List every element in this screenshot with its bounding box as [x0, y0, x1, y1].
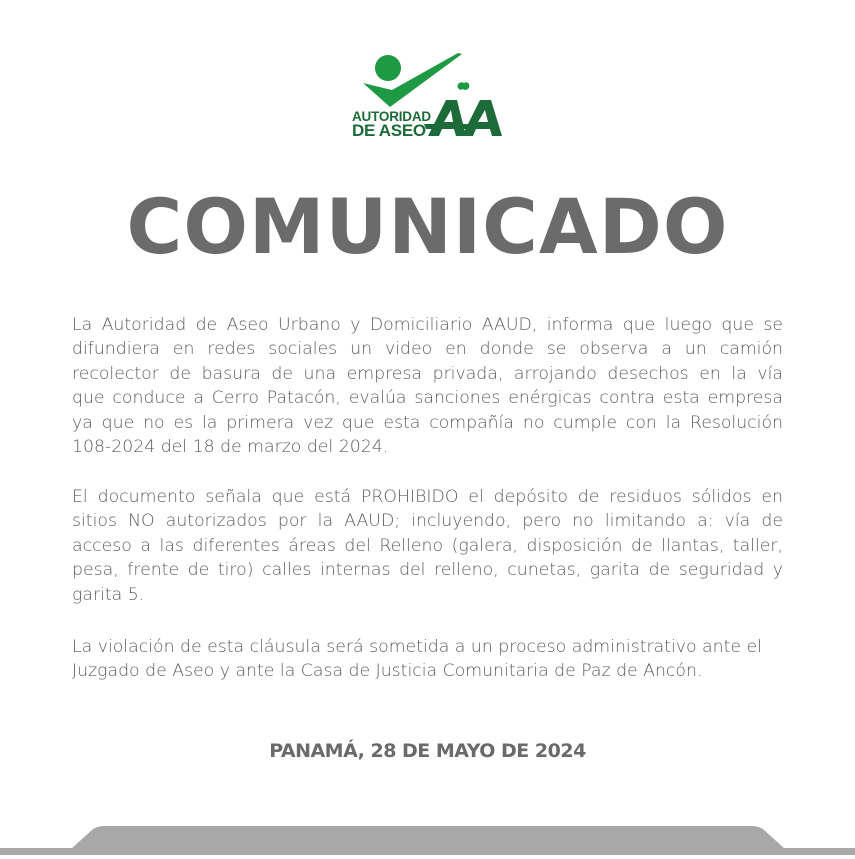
logo-text-autoridad: AUTORIDAD [352, 109, 431, 124]
paragraph-line: El documento señala que está PROHIBIDO el depósito de residuos sólidos en [72, 487, 783, 507]
aaud-logo [340, 40, 520, 150]
paragraph-line: garita 5. [72, 584, 145, 605]
paragraph-line: 108-2024 del 18 de marzo del 2024. [72, 436, 389, 457]
paragraph-line: difundiera en redes sociales un video en donde se observa a un camión [72, 339, 783, 360]
paragraph-line: acceso a las diferentes áreas del Relleno (galera, disposición de llantas, taller, [72, 535, 783, 556]
paragraph-line: recolector de basura de una empresa privada, arrojando desechos en la vía [72, 363, 783, 384]
paragraph-line: Juzgado de Aseo y ante la Casa de Justicia Comunitaria de Paz de Ancón. [72, 661, 703, 682]
paragraph-line: La Autoridad de Aseo Urbano y Domiciliario AAUD, informa que luego que se [72, 315, 783, 335]
paragraph-1 [72, 313, 783, 459]
paragraph-line: ya que no es la primera vez que esta compañía no cumple con la Resolución [72, 412, 783, 433]
paragraph-2 [72, 485, 783, 607]
page-title: COMUNICADO [126, 182, 729, 271]
paragraph-line: La violación de esta cláusula será sometida a un proceso administrativo ante el [72, 637, 762, 657]
footer-decoration [0, 820, 855, 855]
paragraph-3 [72, 635, 783, 684]
paragraph-line: que conduce a Cerro Patacón, evalúa sanciones enérgicas contra esta empresa [72, 388, 783, 409]
logo-text-de-aseo: DE ASEO [352, 121, 426, 140]
paragraph-line: sitios NO autorizados por la AAUD; incluyendo, pero no limitando a: vía de [72, 511, 783, 532]
paragraph-line: pesa, frente de tiro) calles internas del relleno, cunetas, garita de seguridad y [72, 560, 783, 581]
date-line: PANAMÁ, 28 DE MAYO DE 2024 [269, 740, 586, 762]
